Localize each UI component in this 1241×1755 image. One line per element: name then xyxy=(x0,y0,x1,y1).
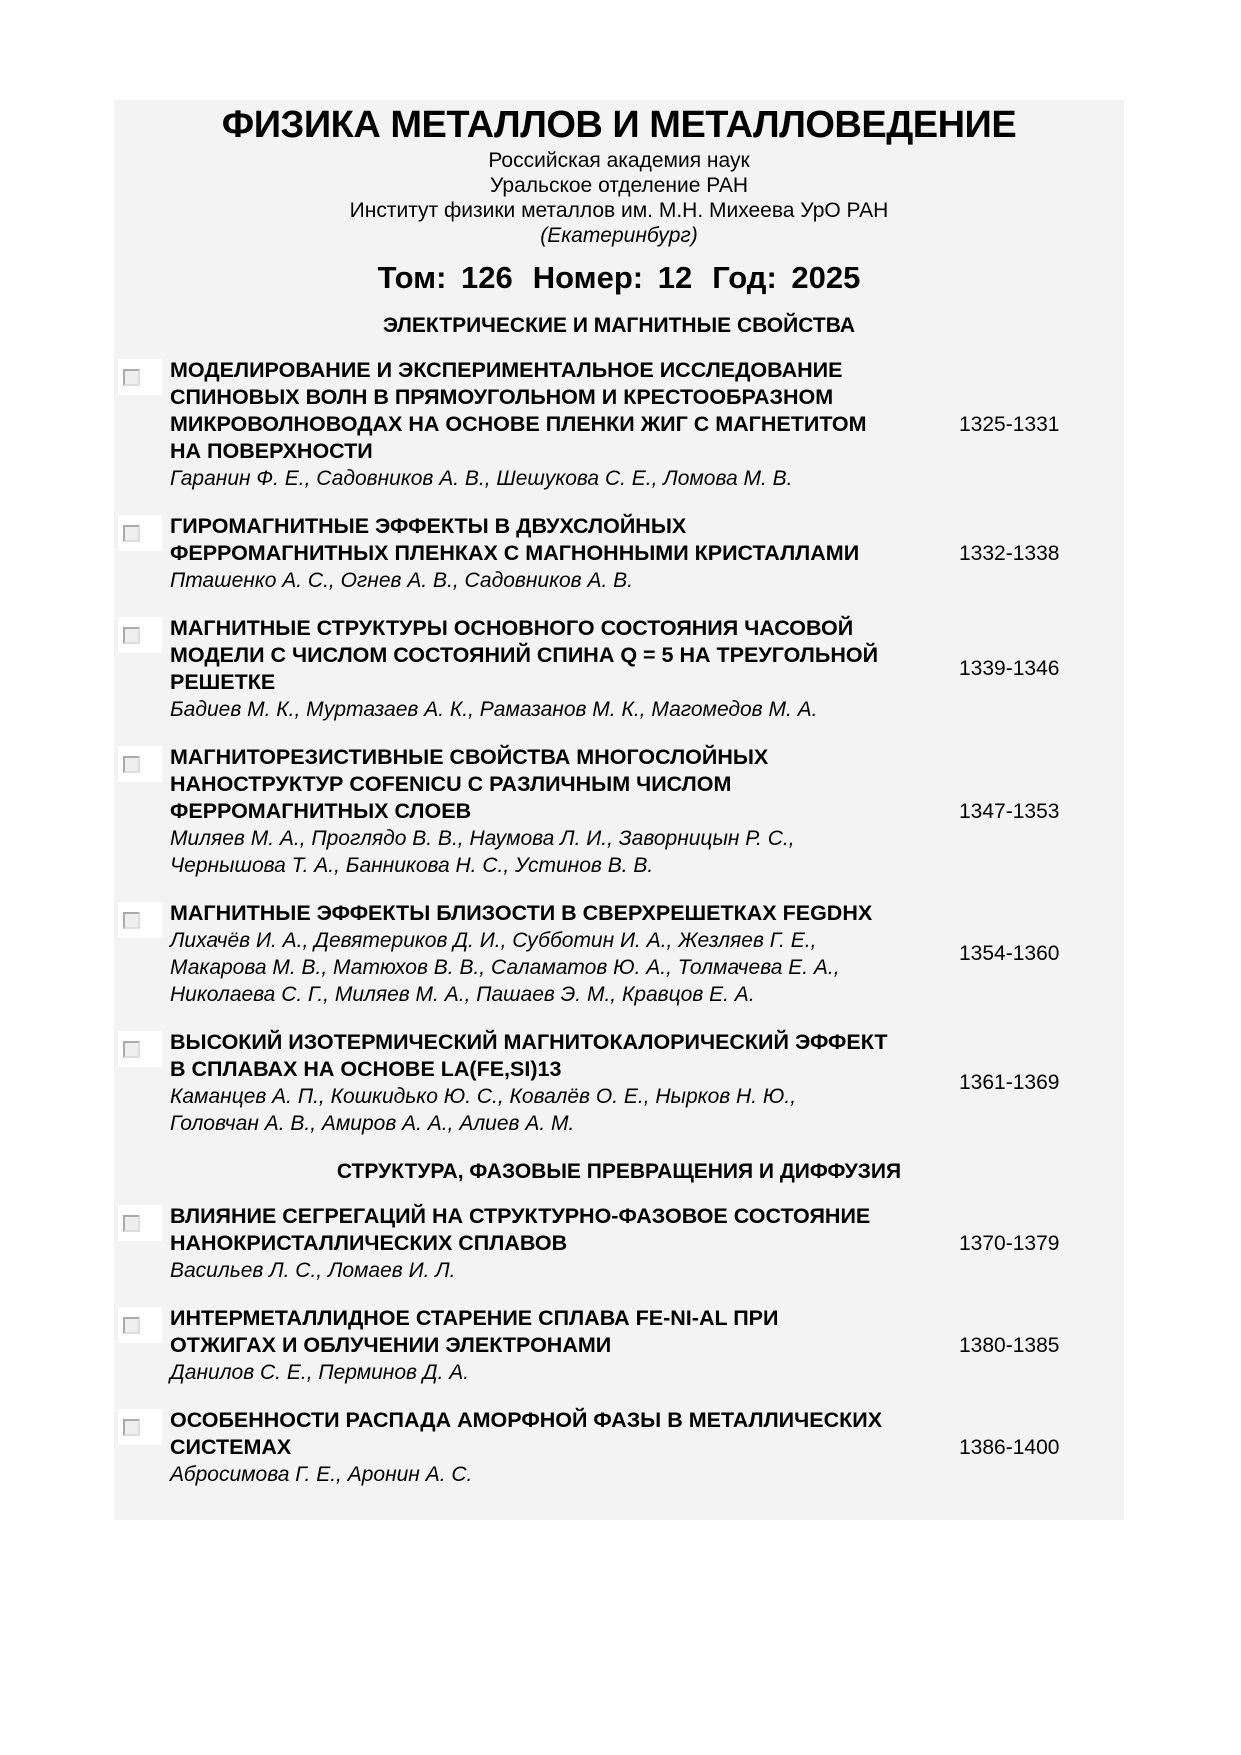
article-title[interactable]: ГИРОМАГНИТНЫЕ ЭФФЕКТЫ В ДВУХСЛОЙНЫХ ФЕРРОМАГНИТНЫХ ПЛЕНКАХ С МАГНОННЫМИ КРИСТАЛЛАМИ xyxy=(170,514,860,565)
article-title[interactable]: ОСОБЕННОСТИ РАСПАДА АМОРФНОЙ ФАЗЫ В МЕТАЛЛИЧЕСКИХ СИСТЕМАХ xyxy=(170,1408,883,1459)
journal-title: ФИЗИКА МЕТАЛЛОВ И МЕТАЛЛОВЕДЕНИЕ xyxy=(221,104,1017,146)
select-checkbox[interactable] xyxy=(118,1307,162,1343)
journal-header xyxy=(114,100,1124,298)
checkbox-icon xyxy=(123,756,140,773)
article-title[interactable]: МАГНИТНЫЕ ЭФФЕКТЫ БЛИЗОСТИ В СВЕРХРЕШЕТКАХ FEGDHX xyxy=(170,901,873,925)
article-body xyxy=(170,744,890,879)
sections xyxy=(114,312,1124,1488)
article-pages: 1370-1379 xyxy=(959,1231,1060,1255)
article-title[interactable]: ИНТЕРМЕТАЛЛИДНОЕ СТАРЕНИЕ СПЛАВА FE-NI-AL ПРИ ОТЖИГАХ И ОБЛУЧЕНИИ ЭЛЕКТРОНАМИ xyxy=(170,1306,779,1357)
article-title[interactable]: МОДЕЛИРОВАНИЕ И ЭКСПЕРИМЕНТАЛЬНОЕ ИССЛЕДОВАНИЕ СПИНОВЫХ ВОЛН В ПРЯМОУГОЛЬНОМ И КРЕСТООБРАЗНОМ МИКРОВОЛНОВОДАХ НА ОСНОВЕ ПЛЕНКИ ЖИГ С МАГНЕТИТОМ НА ПОВЕРХНОСТИ xyxy=(170,358,867,463)
article-authors: Пташенко А. С., Огнев А. В., Садовников А. В. xyxy=(170,569,633,592)
checkbox-icon xyxy=(123,1419,140,1436)
article-body xyxy=(170,1407,890,1488)
article-pages: 1380-1385 xyxy=(959,1333,1060,1357)
issue-info xyxy=(114,258,1124,298)
checkbox-icon xyxy=(123,1215,140,1232)
article-item xyxy=(114,1029,1124,1137)
select-checkbox[interactable] xyxy=(118,359,162,395)
select-checkbox[interactable] xyxy=(118,1205,162,1241)
select-checkbox[interactable] xyxy=(118,515,162,551)
article-item xyxy=(114,615,1124,723)
checkbox-icon xyxy=(123,1041,140,1058)
article-item xyxy=(114,1407,1124,1488)
article-body xyxy=(170,615,890,723)
article-authors: Каманцев А. П., Кошкидько Ю. С., Ковалёв О. Е., Нырков Н. Ю., Головчан А. В., Амиров А. А., Алиев А. М. xyxy=(170,1085,797,1135)
article-body xyxy=(170,1203,890,1284)
article-title[interactable]: МАГНИТНЫЕ СТРУКТУРЫ ОСНОВНОГО СОСТОЯНИЯ ЧАСОВОЙ МОДЕЛИ С ЧИСЛОМ СОСТОЯНИЙ СПИНА Q = 5 НА ТРЕУГОЛЬНОЙ РЕШЕТКЕ xyxy=(170,616,879,694)
org-institute: Институт физики металлов им. М.Н. Михеева УрО РАН xyxy=(349,199,889,222)
article-pages: 1325-1331 xyxy=(959,412,1060,436)
article-item xyxy=(114,1203,1124,1284)
article-pages: 1332-1338 xyxy=(959,541,1060,565)
article-body xyxy=(170,513,890,594)
year: Год: 2025 xyxy=(712,260,861,295)
select-checkbox[interactable] xyxy=(118,1409,162,1445)
checkbox-icon xyxy=(123,912,140,929)
article-authors: Абросимова Г. Е., Аронин А. С. xyxy=(170,1463,473,1486)
checkbox-icon xyxy=(123,369,140,386)
select-checkbox[interactable] xyxy=(118,617,162,653)
article-authors: Лихачёв И. А., Девятериков Д. И., Субботин И. А., Жезляев Г. Е., Макарова М. В., Матюхов В. В., Саламатов Ю. А., Толмачева Е. А., Николаева С. Г., Миляев М. А., Пашаев Э. М., Кравцов Е. А. xyxy=(170,929,840,1006)
number: Номер: 12 xyxy=(532,260,693,295)
contents-panel xyxy=(114,100,1124,1520)
section-heading: ЭЛЕКТРИЧЕСКИЕ И МАГНИТНЫЕ СВОЙСТВА xyxy=(383,314,855,337)
article-title[interactable]: МАГНИТОРЕЗИСТИВНЫЕ СВОЙСТВА МНОГОСЛОЙНЫХ НАНОСТРУКТУР COFENICU С РАЗЛИЧНЫМ ЧИСЛОМ ФЕРРОМАГНИТНЫХ СЛОЕВ xyxy=(170,745,769,823)
article-body xyxy=(170,900,890,1008)
article-item xyxy=(114,900,1124,1008)
section-heading: СТРУКТУРА, ФАЗОВЫЕ ПРЕВРАЩЕНИЯ И ДИФФУЗИЯ xyxy=(336,1160,902,1183)
article-authors: Данилов С. Е., Перминов Д. А. xyxy=(170,1361,470,1384)
volume: Том: 126 xyxy=(377,260,513,295)
article-pages: 1354-1360 xyxy=(959,942,1060,965)
article-item xyxy=(114,1305,1124,1386)
checkbox-icon xyxy=(123,525,140,542)
select-checkbox[interactable] xyxy=(118,1031,162,1067)
article-body xyxy=(170,357,890,492)
article-title[interactable]: ВЫСОКИЙ ИЗОТЕРМИЧЕСКИЙ МАГНИТОКАЛОРИЧЕСКИЙ ЭФФЕКТ В СПЛАВАХ НА ОСНОВЕ LA(FE,SI)13 xyxy=(170,1030,888,1081)
article-item xyxy=(114,744,1124,879)
city: (Екатеринбург) xyxy=(540,224,698,247)
checkbox-icon xyxy=(123,1317,140,1334)
article-pages: 1386-1400 xyxy=(959,1435,1060,1459)
org-academy: Российская академия наук xyxy=(488,149,750,172)
checkbox-icon xyxy=(123,627,140,644)
article-authors: Васильев Л. С., Ломаев И. Л. xyxy=(170,1259,456,1282)
select-checkbox[interactable] xyxy=(118,746,162,782)
org-branch: Уральское отделение РАН xyxy=(490,174,748,197)
article-body xyxy=(170,1029,890,1137)
article-authors: Гаранин Ф. Е., Садовников А. В., Шешукова С. Е., Ломова М. В. xyxy=(170,467,793,490)
article-pages: 1347-1353 xyxy=(959,799,1060,823)
article-authors: Миляев М. А., Проглядо В. В., Наумова Л. И., Заворницын Р. С., Чернышова Т. А., Банникова Н. С., Устинов В. В. xyxy=(170,827,795,877)
article-pages: 1339-1346 xyxy=(959,657,1060,680)
article-pages: 1361-1369 xyxy=(959,1071,1060,1094)
article-title[interactable]: ВЛИЯНИЕ СЕГРЕГАЦИЙ НА СТРУКТУРНО-ФАЗОВОЕ СОСТОЯНИЕ НАНОКРИСТАЛЛИЧЕСКИХ СПЛАВОВ xyxy=(170,1204,871,1255)
article-item xyxy=(114,513,1124,594)
select-checkbox[interactable] xyxy=(118,902,162,938)
article-body xyxy=(170,1305,890,1386)
article-authors: Бадиев М. К., Муртазаев А. К., Рамазанов М. К., Магомедов М. А. xyxy=(170,698,818,721)
article-item xyxy=(114,357,1124,492)
